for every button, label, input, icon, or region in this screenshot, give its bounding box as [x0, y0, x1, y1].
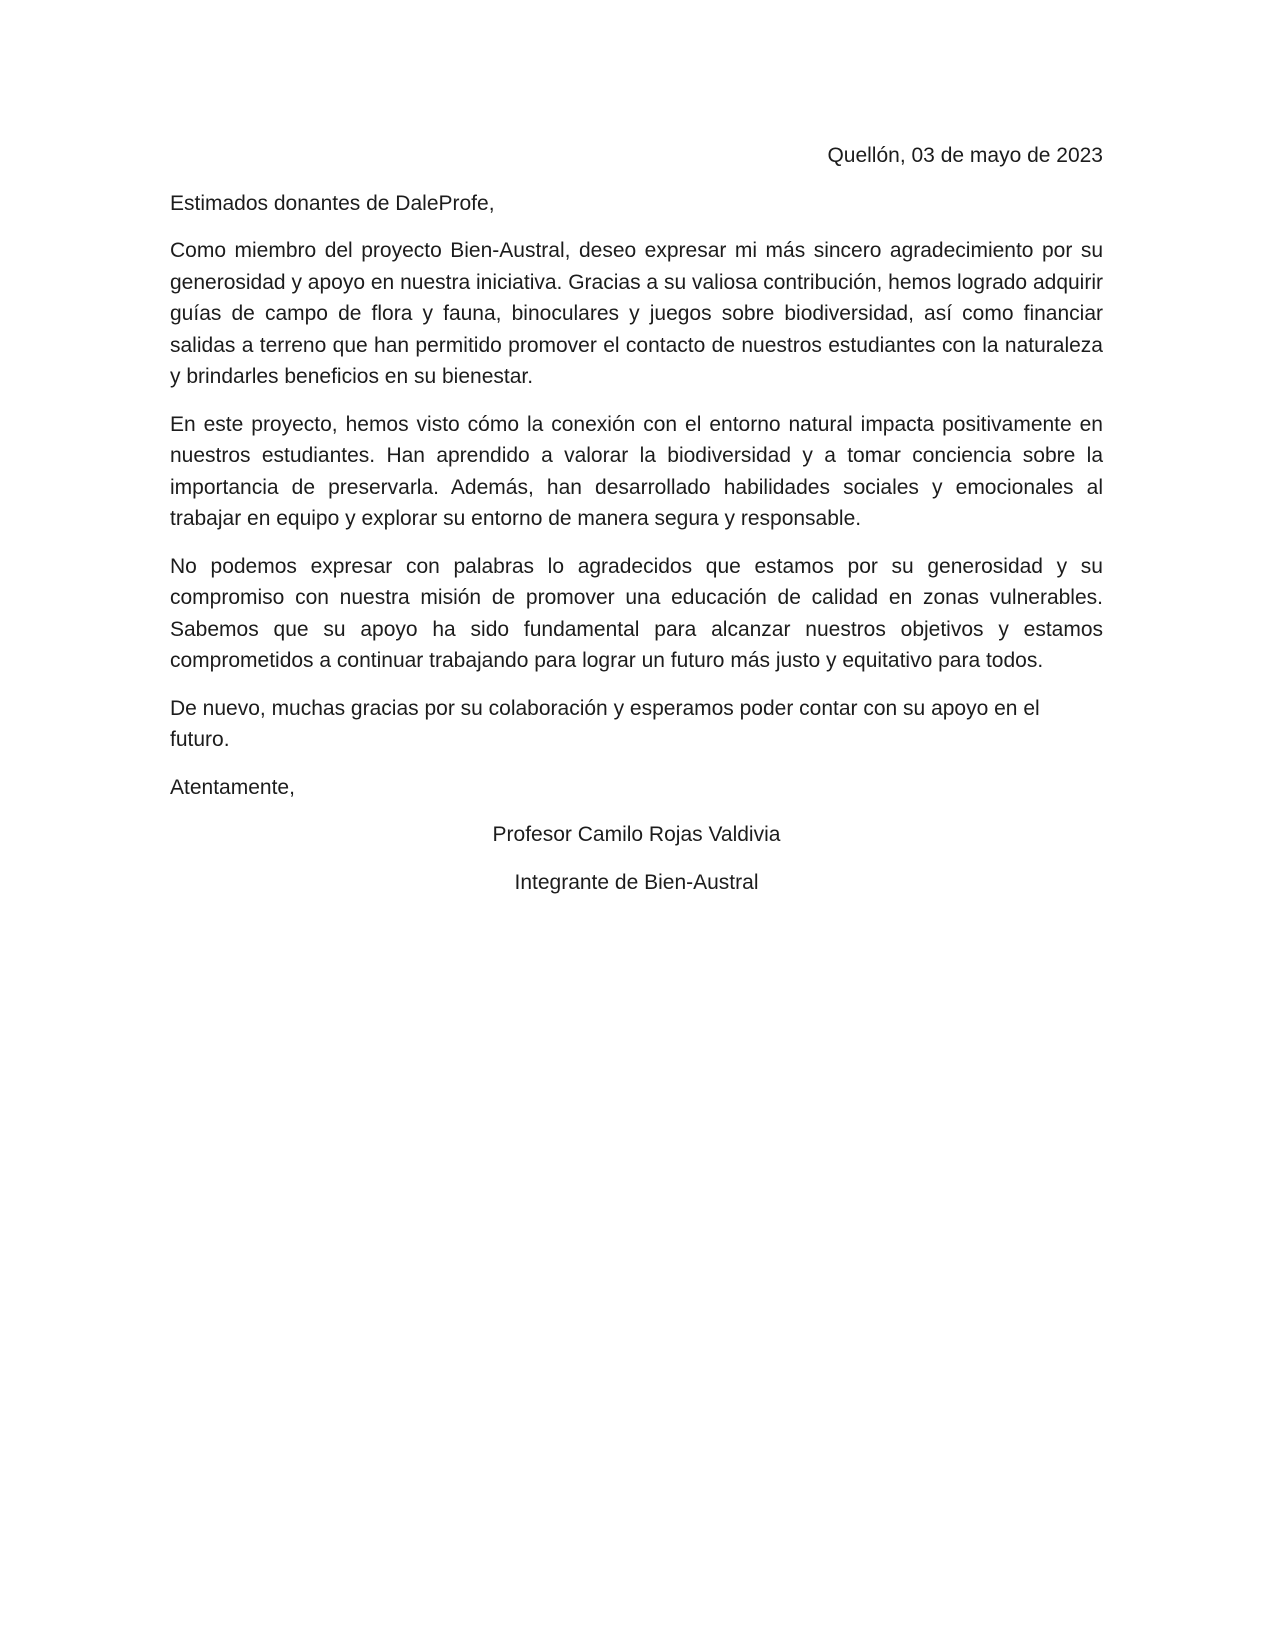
salutation: Estimados donantes de DaleProfe,: [170, 191, 495, 215]
closing: Atentamente,: [170, 775, 295, 799]
signature-name: Profesor Camilo Rojas Valdivia: [492, 823, 781, 846]
date-line: Quellón, 03 de mayo de 2023: [827, 144, 1103, 167]
signature-role: Integrante de Bien-Austral: [514, 870, 759, 894]
paragraph-project-impact: En este proyecto, hemos visto cómo la conexión con el entorno natural impacta positivamente en nuestros estudiantes. Han aprendido a valorar la biodiversidad y a tomar conciencia sobre la importancia de preservarla. Además, han desarrollado habilidades sociales y emocionales al trabajar en equipo y explorar su entorno de manera segura y responsable.: [170, 412, 1103, 530]
paragraph-commitment: No podemos expresar con palabras lo agradecidos que estamos por su generosidad y su compromiso con nuestra misión de promover una educación de calidad en zonas vulnerables. Sabemos que su apoyo ha sido fundamental para alcanzar nuestros objetivos y estamos comprometidos a continuar trabajando para lograr un futuro más justo y equitativo para todos.: [170, 554, 1103, 672]
paragraph-thanks-again: De nuevo, muchas gracias por su colaboración y esperamos poder contar con su apoyo en el futuro.: [170, 696, 1040, 751]
paragraph-gratitude: Como miembro del proyecto Bien-Austral, deseo expresar mi más sincero agradecimiento por su generosidad y apoyo en nuestra iniciativa. Gracias a su valiosa contribución, hemos logrado adquirir guías de campo de flora y fauna, binoculares y juegos sobre biodiversidad, así como financiar salidas a terreno que han permitido promover el contacto de nuestros estudiantes con la naturaleza y brindarles beneficios en su bienestar.: [170, 239, 1103, 388]
